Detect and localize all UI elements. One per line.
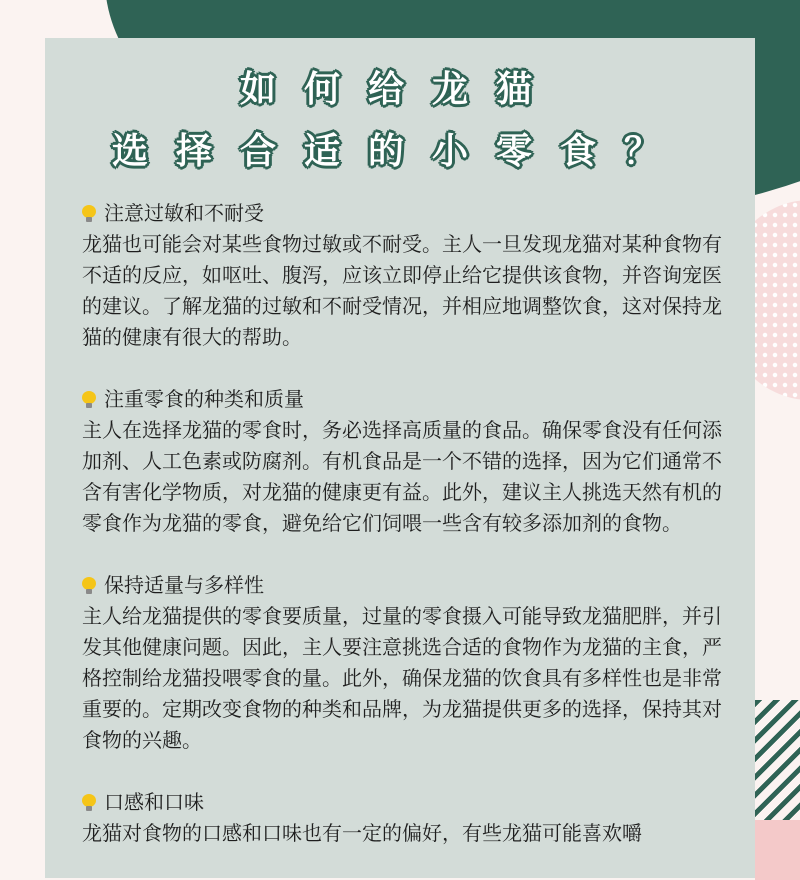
article-content: [82, 198, 722, 880]
section-variety: [82, 570, 722, 756]
lightbulb-icon: [82, 577, 96, 595]
section-body: 龙猫对食物的口感和口味也有一定的偏好，有些龙猫可能喜欢嚼: [82, 821, 642, 845]
section-taste: [82, 787, 722, 849]
decor-pink-corner: [755, 820, 800, 880]
section-body: 主人给龙猫提供的零食要质量，过量的零食摄入可能导致龙猫肥胖，并引发其他健康问题。因此，主人要注意挑选合适的食物作为龙猫的主食，严格控制给龙猫投喂零食的量。此外，确保龙猫的饮食具有多样性也是非常重要的。定期改变食物的种类和品牌，为龙猫提供更多的选择，保持其对食物的兴趣。: [82, 604, 722, 752]
section-allergy: [82, 198, 722, 353]
section-heading: [82, 787, 722, 818]
section-heading: [82, 570, 722, 601]
section-heading-text: 口感和口味: [104, 790, 204, 814]
decor-stripes: [755, 700, 800, 820]
section-heading-text: 注重零食的种类和质量: [104, 387, 304, 411]
section-body: 龙猫也可能会对某些食物过敏或不耐受。主人一旦发现龙猫对某种食物有不适的反应，如呕吐、腹泻，应该立即停止给它提供该食物，并咨询宠医的建议。了解龙猫的过敏和不耐受情况，并相应地调整饮食，这对保持龙猫的健康有很大的帮助。: [82, 232, 722, 349]
title-line-2: 选择合适的小零食？: [111, 131, 688, 172]
section-heading: [82, 384, 722, 415]
section-heading: [82, 198, 722, 229]
lightbulb-icon: [82, 205, 96, 223]
lightbulb-icon: [82, 794, 96, 812]
section-body: 主人在选择龙猫的零食时，务必选择高质量的食品。确保零食没有任何添加剂、人工色素或防腐剂。有机食品是一个不错的选择，因为它们通常不含有害化学物质，对龙猫的健康更有益。此外，建议主人挑选天然有机的零食作为龙猫的零食，避免给它们饲喂一些含有较多添加剂的食物。: [82, 418, 722, 535]
article-card: [45, 38, 755, 878]
section-heading-text: 注意过敏和不耐受: [104, 201, 264, 225]
section-heading-text: 保持适量与多样性: [104, 573, 264, 597]
title-line-1: 如何给龙猫: [239, 69, 560, 110]
lightbulb-icon: [82, 391, 96, 409]
section-quality: [82, 384, 722, 539]
